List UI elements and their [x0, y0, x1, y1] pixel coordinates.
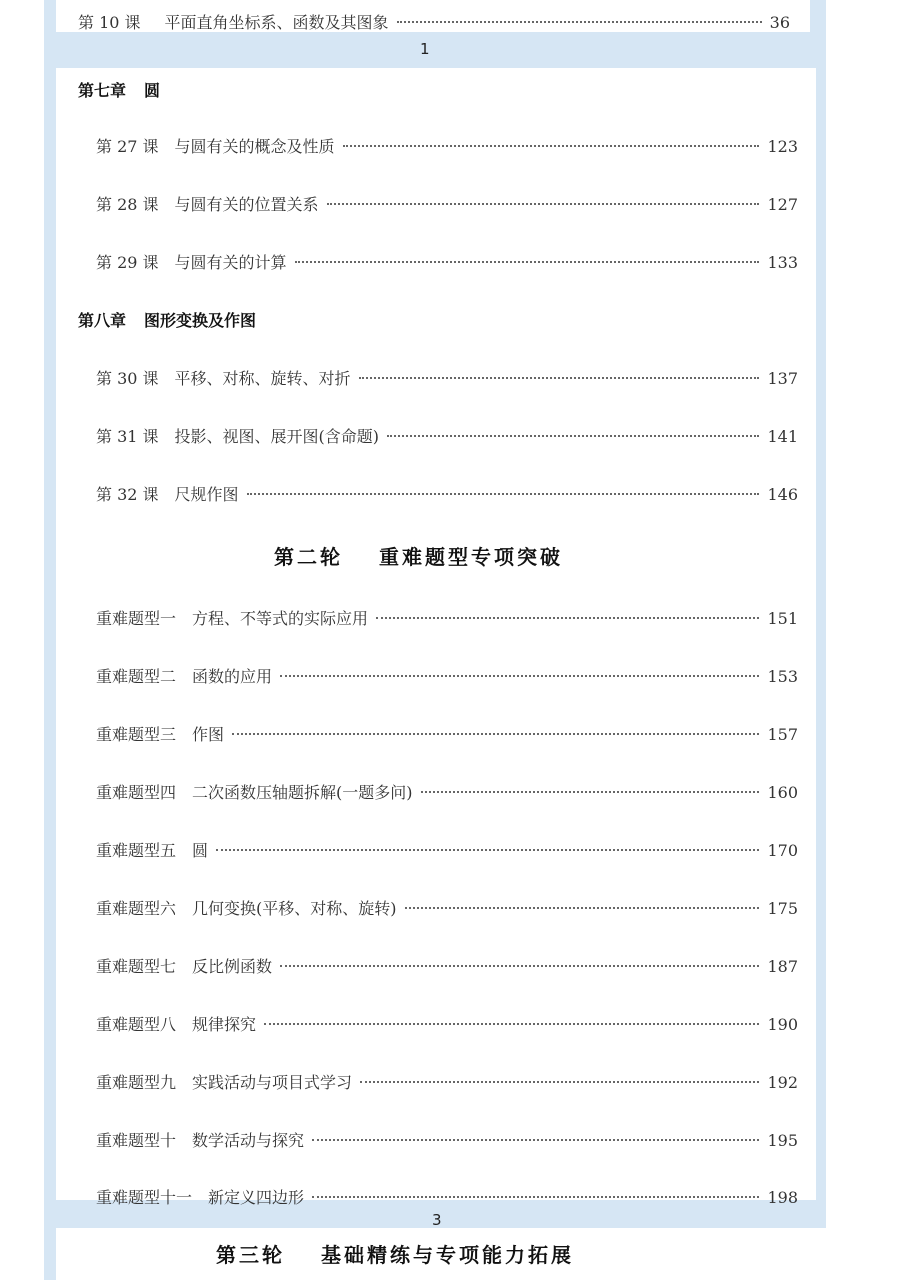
item-number: 重难题型一: [96, 609, 177, 628]
leader-dots: [387, 435, 759, 437]
chapter-label: 第八章: [78, 311, 127, 330]
leader-dots: [343, 145, 760, 147]
toc-entry[interactable]: [96, 1185, 798, 1208]
item-title: 方程、不等式的实际应用: [192, 609, 369, 628]
page-number: 160: [767, 783, 798, 802]
page-marker: 3: [432, 1211, 442, 1229]
toc-entry[interactable]: [96, 250, 798, 273]
chapter-name: 圆: [144, 81, 161, 100]
page-number: 137: [767, 369, 798, 388]
toc-entry[interactable]: [96, 482, 798, 505]
toc-entry[interactable]: [96, 838, 798, 861]
item-number: 重难题型九: [96, 1073, 177, 1092]
chapter-heading-8: [78, 308, 256, 331]
round-label: 第二轮: [274, 545, 343, 569]
item-number: 重难题型十: [96, 1131, 177, 1150]
page-number: 123: [767, 137, 798, 156]
item-number: 重难题型二: [96, 667, 177, 686]
toc-entry[interactable]: [96, 1070, 798, 1093]
lesson-title: 尺规作图: [174, 485, 239, 504]
toc-entry[interactable]: [96, 366, 798, 389]
leader-dots: [312, 1139, 759, 1141]
item-title: 作图: [192, 725, 225, 744]
toc-entry[interactable]: [96, 722, 798, 745]
round-name: 基础精练与专项能力拓展: [321, 1243, 574, 1267]
item-number: 重难题型八: [96, 1015, 177, 1034]
leader-dots: [376, 617, 759, 619]
lesson-title: 平面直角坐标系、函数及其图象: [164, 13, 389, 32]
page-marker: 1: [420, 40, 430, 58]
leader-dots: [295, 261, 760, 263]
toc-entry[interactable]: [96, 1128, 798, 1151]
round-name: 重难题型专项突破: [379, 545, 563, 569]
page-number: 198: [767, 1188, 798, 1207]
page-number: 187: [767, 957, 798, 976]
lesson-title: 平移、对称、旋转、对折: [174, 369, 351, 388]
toc-entry[interactable]: [96, 192, 798, 215]
chapter-label: 第七章: [78, 81, 127, 100]
toc-entry[interactable]: [96, 1012, 798, 1035]
item-number: 重难题型五: [96, 841, 177, 860]
leader-dots: [360, 1081, 759, 1083]
item-title: 实践活动与项目式学习: [192, 1073, 353, 1092]
item-title: 二次函数压轴题拆解(一题多问): [192, 783, 413, 802]
leader-dots: [405, 907, 760, 909]
toc-entry[interactable]: [96, 606, 798, 629]
round-label: 第三轮: [216, 1243, 285, 1267]
leader-dots: [397, 21, 762, 23]
lesson-title: 与圆有关的位置关系: [174, 195, 319, 214]
leader-dots: [280, 965, 759, 967]
item-number: 重难题型三: [96, 725, 177, 744]
item-number: 重难题型六: [96, 899, 177, 918]
toc-entry[interactable]: [96, 896, 798, 919]
page-number: 36: [769, 13, 790, 32]
leader-dots: [421, 791, 760, 793]
page-number: 190: [767, 1015, 798, 1034]
lesson-number: 第 29 课: [96, 253, 159, 272]
lesson-number: 第 32 课: [96, 485, 159, 504]
round-heading-3: [216, 1239, 574, 1268]
item-title: 新定义四边形: [208, 1188, 305, 1207]
item-title: 几何变换(平移、对称、旋转): [192, 899, 397, 918]
toc-entry[interactable]: [96, 424, 798, 447]
page-number: 170: [767, 841, 798, 860]
item-title: 数学活动与探究: [192, 1131, 305, 1150]
page-number: 127: [767, 195, 798, 214]
page-number: 195: [767, 1131, 798, 1150]
toc-entry[interactable]: [96, 664, 798, 687]
leader-dots: [216, 849, 759, 851]
lesson-title: 与圆有关的计算: [174, 253, 287, 272]
page-number: 141: [767, 427, 798, 446]
item-number: 重难题型十一: [96, 1188, 193, 1207]
page-number: 133: [767, 253, 798, 272]
leader-dots: [280, 675, 759, 677]
page-number: 153: [767, 667, 798, 686]
page-number: 146: [767, 485, 798, 504]
page-number: 151: [767, 609, 798, 628]
toc-entry-lesson-10[interactable]: [78, 10, 790, 33]
page-number: 192: [767, 1073, 798, 1092]
item-title: 反比例函数: [192, 957, 273, 976]
lesson-title: 与圆有关的概念及性质: [174, 137, 335, 156]
leader-dots: [232, 733, 759, 735]
lesson-number: 第 10 课: [78, 13, 141, 32]
lesson-number: 第 28 课: [96, 195, 159, 214]
lesson-number: 第 27 课: [96, 137, 159, 156]
lesson-title: 投影、视图、展开图(含命题): [174, 427, 380, 446]
round-heading-2: [274, 541, 563, 570]
leader-dots: [359, 377, 760, 379]
leader-dots: [247, 493, 760, 495]
item-title: 圆: [192, 841, 209, 860]
page-number: 175: [767, 899, 798, 918]
chapter-name: 图形变换及作图: [144, 311, 257, 330]
lesson-number: 第 30 课: [96, 369, 159, 388]
toc-entry[interactable]: [96, 954, 798, 977]
leader-dots: [264, 1023, 759, 1025]
item-title: 函数的应用: [192, 667, 273, 686]
lesson-number: 第 31 课: [96, 427, 159, 446]
page-number: 157: [767, 725, 798, 744]
toc-entry[interactable]: [96, 134, 798, 157]
toc-entry[interactable]: [96, 780, 798, 803]
item-number: 重难题型四: [96, 783, 177, 802]
leader-dots: [312, 1196, 759, 1198]
item-title: 规律探究: [192, 1015, 257, 1034]
item-number: 重难题型七: [96, 957, 177, 976]
chapter-heading-7: [78, 78, 160, 101]
leader-dots: [327, 203, 760, 205]
